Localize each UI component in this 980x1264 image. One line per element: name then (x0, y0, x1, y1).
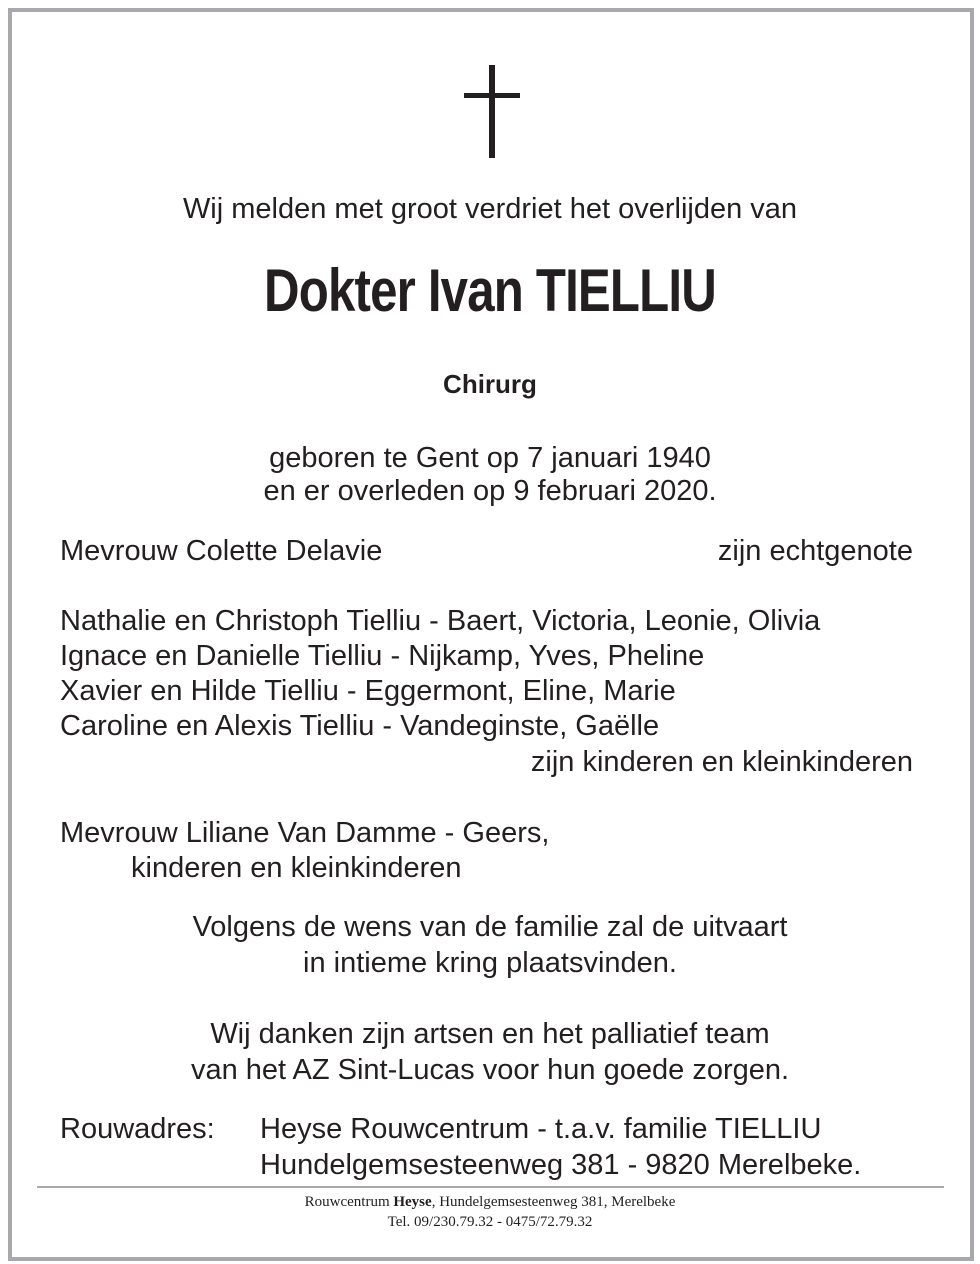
child-line: Xavier en Hilde Tielliu - Eggermont, Eline, Marie (60, 675, 676, 707)
intro-text: Wij melden met groot verdriet het overlijden van (182, 193, 798, 225)
footer-brand: Heyse (393, 1194, 432, 1210)
child-line: Caroline en Alexis Tielliu - Vandeginste, Gaëlle (60, 710, 660, 742)
child-line: Ignace en Danielle Tielliu - Nijkamp, Yves, Pheline (60, 640, 705, 672)
cross-icon (464, 65, 520, 158)
deceased-name: Dokter Ivan TIELLIU (264, 257, 716, 324)
address-line-2: Hundelgemsesteenweg 381 - 9820 Merelbeke. (260, 1149, 862, 1181)
spouse-relation: zijn echtgenote (717, 535, 913, 567)
footer-phones: Tel. 09/230.79.32 - 0475/72.79.32 (387, 1214, 593, 1230)
thanks-line-1: Wij danken zijn artsen en het palliatief team (210, 1018, 770, 1050)
address-label: Rouwadres: (60, 1113, 215, 1145)
footer-divider (37, 1186, 944, 1188)
other-family-name: Mevrouw Liliane Van Damme - Geers, (60, 817, 550, 849)
funeral-line-2: in intieme kring plaatsvinden. (303, 947, 677, 979)
children-relation: zijn kinderen en kleinkinderen (530, 746, 913, 778)
footer-company: Rouwcentrum Heyse, Hundelgemsesteenweg 381, Merelbeke (304, 1194, 676, 1210)
death-line: en er overleden op 9 februari 2020. (263, 475, 717, 507)
other-family-relation: kinderen en kleinkinderen (131, 852, 462, 884)
birth-line: geboren te Gent op 7 januari 1940 (269, 442, 711, 474)
address-line-1: Heyse Rouwcentrum - t.a.v. familie TIELLIU (260, 1113, 822, 1145)
child-line: Nathalie en Christoph Tielliu - Baert, Victoria, Leonie, Olivia (60, 605, 821, 637)
profession: Chirurg (443, 369, 537, 399)
thanks-line-2: van het AZ Sint-Lucas voor hun goede zorgen. (190, 1054, 790, 1086)
funeral-line-1: Volgens de wens van de familie zal de uitvaart (192, 911, 788, 943)
spouse-name: Mevrouw Colette Delavie (60, 535, 383, 567)
